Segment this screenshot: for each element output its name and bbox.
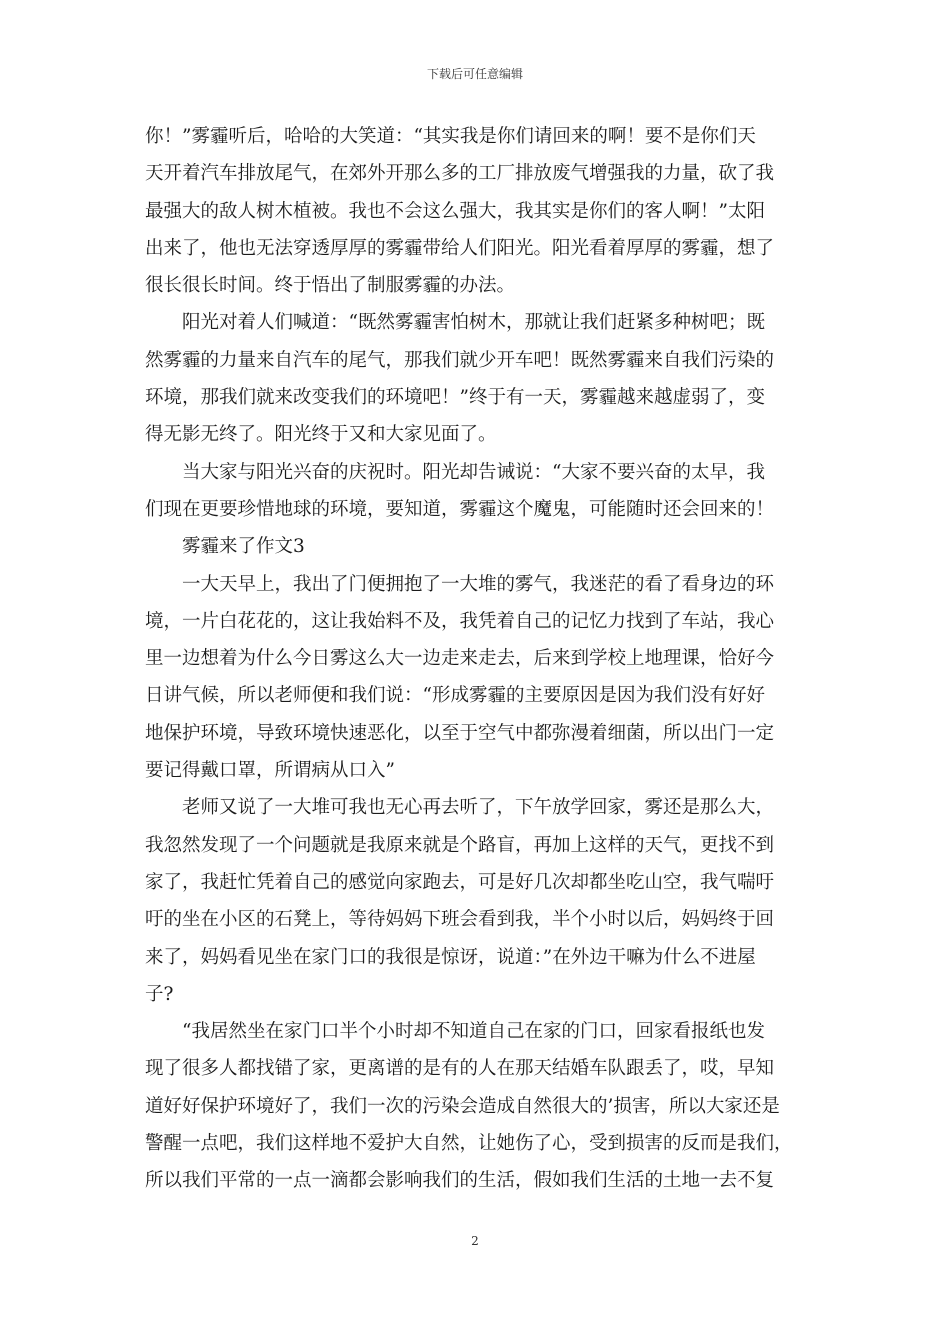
text-line: 你！”雾霾听后，哈哈的大笑道：“其实我是你们请回来的啊！要不是你们天 [145, 126, 756, 147]
text-line: 里一边想着为什么今日雾这么大一边走来走去，后来到学校上地理课，恰好今 [145, 648, 775, 670]
text-line: 一大天早上，我出了门便拥抱了一大堆的雾气，我迷茫的看了看身边的环 [182, 573, 775, 595]
text-line: 我忽然发现了一个问题就是我原来就是个路盲，再加上这样的天气，更找不到 [145, 834, 775, 856]
text-line: 警醒一点吧，我们这样地不爱护大自然，让她伤了心，受到损害的反而是我们， [145, 1133, 793, 1155]
text-line: 子? [145, 983, 174, 1005]
text-line: 出来了，他也无法穿透厚厚的雾霾带给人们阳光。阳光看着厚厚的雾霾，想了 [145, 237, 775, 259]
text-line: 所以我们平常的一点一滴都会影响我们的生活，假如我们生活的土地一去不复 [145, 1170, 775, 1192]
text-line: 们现在更要珍惜地球的环境，要知道，雾霾这个魔鬼，可能随时还会回来的！ [145, 498, 775, 520]
text-line: “我居然坐在家门口半个小时却不知道自己在家的门口，回家看报纸也发 [182, 1021, 765, 1043]
text-line: 境，一片白花花的，这让我始料不及，我凭着自己的记忆力找到了车站，我心 [145, 610, 775, 632]
text-line: 环境，那我们就来改变我们的环境吧！”终于有一天，雾霾越来越虚弱了，变 [145, 387, 765, 409]
text-line: 要记得戴口罩，所谓病从口入” [145, 760, 395, 782]
text-line: 得无影无终了。阳光终于又和大家见面了。 [145, 424, 497, 446]
text-line: 雾霾来了作文3 [182, 536, 305, 558]
document-body [145, 118, 815, 1200]
page-number: 2 [471, 1234, 479, 1248]
page-header-note: 下载后可任意编辑 [426, 67, 523, 81]
text-line: 现了很多人都找错了家，更离谱的是有的人在那天结婚车队跟丢了，哎，早知 [145, 1058, 775, 1080]
text-line: 阳光对着人们喊道：“既然雾霾害怕树木，那就让我们赶紧多种树吧；既 [182, 312, 765, 334]
text-line: 吁的坐在小区的石凳上，等待妈妈下班会看到我，半个小时以后，妈妈终于回 [145, 909, 775, 931]
text-line: 最强大的敌人树木植被。我也不会这么强大，我其实是你们的客人啊！”太阳 [145, 200, 765, 222]
text-line: 日讲气候，所以老师便和我们说：“形成雾霾的主要原因是因为我们没有好好 [145, 685, 765, 707]
text-line: 当大家与阳光兴奋的庆祝时。阳光却告诫说：“大家不要兴奋的太早，我 [182, 461, 765, 483]
text-line: 天开着汽车排放尾气，在郊外开那么多的工厂排放废气增强我的力量，砍了我 [145, 163, 775, 185]
text-line: 很长很长时间。终于悟出了制服雾霾的办法。 [145, 275, 516, 297]
text-line: 老师又说了一大堆可我也无心再去听了，下午放学回家，雾还是那么大， [182, 797, 775, 819]
text-line: 然雾霾的力量来自汽车的尾气，那我们就少开车吧！既然雾霾来自我们污染的 [145, 349, 775, 371]
text-line: 家了，我赶忙凭着自己的感觉向家跑去，可是好几次却都坐吃山空，我气喘吁 [145, 871, 775, 893]
text-line: 道好好保护环境好了，我们一次的污染会造成自然很大的’损害，所以大家还是 [145, 1095, 780, 1117]
text-line: 来了，妈妈看见坐在家门口的我很是惊讶，说道：”在外边干嘛为什么不进屋 [145, 946, 756, 968]
text-line: 地保护环境，导致环境快速恶化，以至于空气中都弥漫着细菌，所以出门一定 [145, 722, 775, 744]
